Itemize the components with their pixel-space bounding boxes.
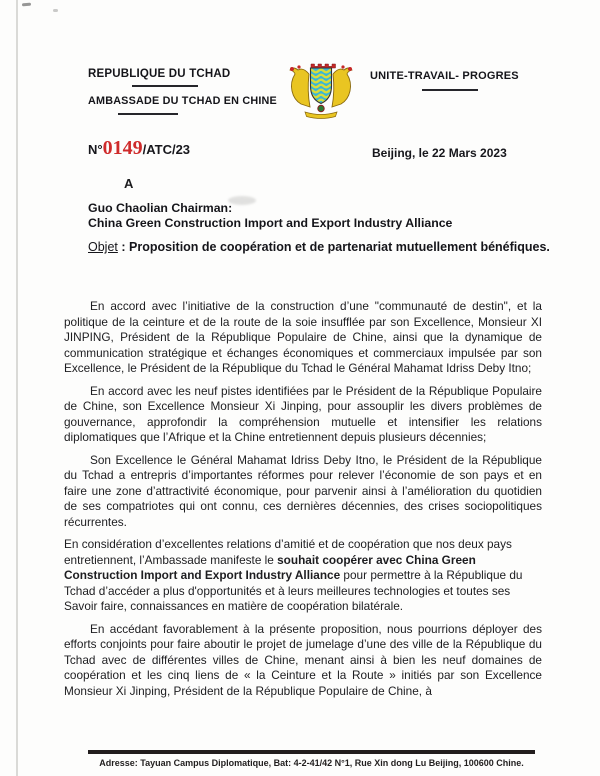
paragraph-2: En accord avec les neuf pistes identifiées par le Président de la République Populaire de Chine, son Excellence Monsieur Xi Jinping, pour assouplir les divers problèmes de gouvernance, approfondir la compréhension mutuelle et intensifier les relations diplomatiques que l’Afrique et la Chine entretiennent depuis plusieurs décennies; [64, 383, 542, 444]
divider-rule [132, 85, 198, 87]
national-motto: UNITE-TRAVAIL- PROGRES [370, 70, 519, 82]
paragraph-4 [64, 537, 542, 615]
paragraph-4-post: pour permettre à la République du Tchad d’accéder a plus d'opportunités et à leurs meilleures technologies et toutes ses Savoir faire, connaissances en matière de coopération bilatérale. [64, 568, 523, 613]
letterhead-right [370, 70, 540, 91]
paragraph-5: En accédant favorablement à la présente proposition, nous pourrions déployer des efforts conjoints pour faire aboutir le projet de jumelage d’une des ville de la République du Tchad avec de différentes villes de Chine, menant ainsi à bien les neuf domaines de coopération et les cinq liens de « la Ceinture et la Route » initiés par son Excellence Monsieur Xi Jinping, Président de la République Populaire de Chine, à [64, 621, 542, 698]
divider-rule [118, 113, 178, 115]
scan-speck [53, 9, 58, 12]
scan-speck [22, 3, 31, 7]
footer-address: Adresse: Tayuan Campus Diplomatique, Bat: 4-2-41/42 N°1, Rue Xin dong Lu Beijing, 100600 Chine. [99, 758, 524, 768]
scan-edge-artifact [16, 0, 18, 776]
letterhead-left [88, 68, 284, 115]
divider-rule [422, 89, 478, 91]
ref-prefix: N° [88, 142, 103, 157]
alliance-name-bold: souhait coopérer avec China Green Construction Import and Export Industry Alliance [64, 552, 476, 582]
letter-footer [88, 750, 535, 768]
addressee-marker: A [124, 176, 134, 191]
chad-coat-of-arms-icon [284, 61, 358, 124]
addressee-name: Guo Chaolian Chairman: [88, 201, 233, 215]
dateline: Beijing, le 22 Mars 2023 [372, 146, 507, 160]
paragraph-4-pre: En considération d’excellentes relations d’amitié et de coopération que nos deux pays entretiennent, l’Ambassade manifeste le [64, 537, 512, 567]
ref-number-red: 0149 [102, 137, 143, 159]
addressee-organization: China Green Construction Import and Export Industry Alliance [88, 216, 453, 230]
reference-number [88, 137, 190, 160]
subject-label: Objet [88, 240, 118, 254]
subject-text: : Proposition de coopération et de partenariat mutuellement bénéfiques. [117, 240, 550, 254]
subject-line [88, 239, 568, 256]
embassy-title: AMBASSADE DU TCHAD EN CHINE [88, 95, 277, 107]
country-title: REPUBLIQUE DU TCHAD [88, 68, 231, 80]
ref-suffix: /ATC/23 [142, 142, 191, 157]
addressee-block [88, 201, 452, 231]
paragraph-3: Son Excellence le Général Mahamat Idriss Deby Itno, le Président de la République du Tchad a entrepris d’importantes réformes pour relever l’économie de son pays et en faire une zone d’attractivité économique, pour parvenir ainsi à l’amélioration du quotidien de ses compatriotes qui ont connu, ces dernières décennies, des crises sociopolitiques récurrentes. [64, 452, 542, 529]
paragraph-1: En accord avec l’initiative de la construction d’une "communauté de destin", et la politique de la ceinture et de la route de la soie insufflée par son Excellence, Monsieur XI JINPING, Président de la République Populaire de Chine, ainsi que la dynamique de communication stratégique et échanges économiques et commerciaux impulsée par son Excellence, le Président de la République du Tchad le Général Mahamat Idriss Deby Itno; [64, 299, 542, 375]
letter-body [64, 299, 542, 699]
